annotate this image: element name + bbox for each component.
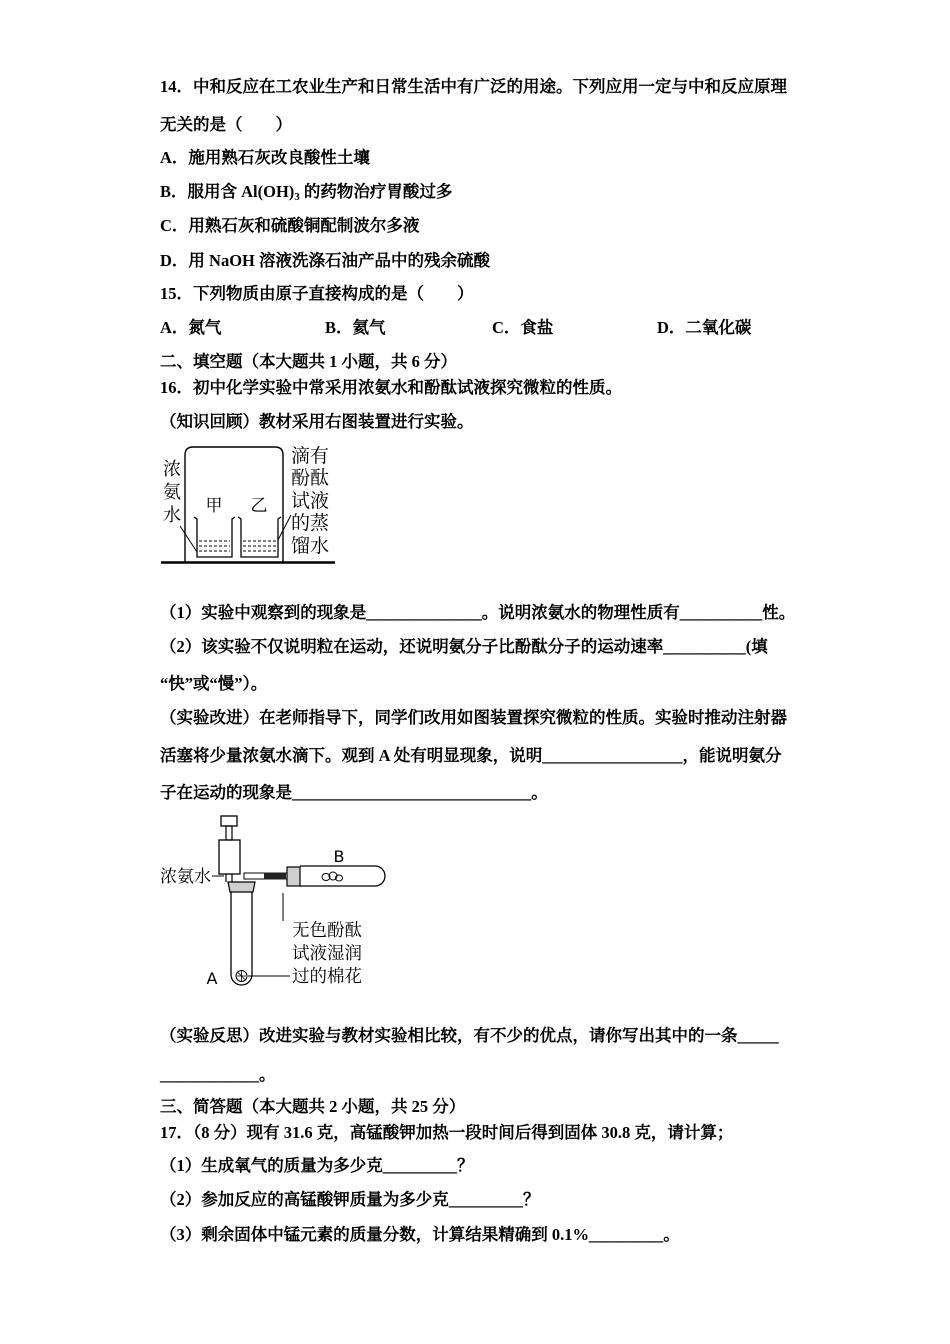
q16-part2-line1: （2）该实验不仅说明粒在运动，还说明氨分子比酚酞分子的运动速率__________(填 [160,637,768,656]
q16-part2-line2: “快”或“慢”）。 [160,674,268,693]
figure-1-ammonia-diffusion-apparatus [158,440,338,570]
q16-review-intro: （知识回顾）教材采用右图装置进行实验。 [160,412,474,431]
figure-2-improved-apparatus [158,810,390,992]
q17-part3: （3）剩余固体中锰元素的质量分数，计算结果精确到 0.1%_________。 [160,1225,680,1244]
q16-part1: （1）实验中观察到的现象是______________。说明浓氨水的物理性质有__________性。 [160,603,796,622]
rubber-tubing [264,873,286,880]
q16-reflect-line1: （实验反思）改进实验与教材实验相比较，有不少的优点，请你写出其中的一条_____ [160,1026,779,1045]
right-label-leader-line [278,515,291,540]
q14-stem-line2: 无关的是（ ） [160,115,292,134]
q16-stem: 16．初中化学实验中常采用浓氨水和酚酞试液探究微粒的性质。 [160,378,622,397]
tube-a-label: A [206,969,218,988]
syringe-label: 浓氨水 [160,867,211,887]
tube-a-cotton-fibers [237,971,246,981]
right-label-line-1: 滴有 [291,445,330,467]
q16-reflect-line2: ____________。 [160,1065,276,1084]
left-label-char-3: 水 [163,505,181,526]
syringe-barrel [219,840,240,874]
beaker-yi-label: 乙 [250,496,268,516]
right-label-line-5: 馏水 [291,535,330,557]
q15-option-d: D．二氧化碳 [657,318,752,337]
cotton-label-line-1: 无色酚酞 [292,921,362,941]
q17-stem: 17．（8 分）现有 31.6 克，高锰酸钾加热一段时间后得到固体 30.8 克，请计算； [160,1123,734,1142]
left-label-leader-line [180,526,197,552]
q16-improve-line2: 活塞将少量浓氨水滴下。观到 A 处有明显现象，说明_________________，能说明氨分 [160,746,782,765]
left-label-char-2: 氨 [163,482,181,503]
section2-heading: 二、填空题（本大题共 1 小题，共 6 分） [160,352,457,371]
tube-b-stopper [287,867,300,886]
q14-option-a: A．施用熟石灰改良酸性土壤 [160,148,370,167]
q16-improve-line3: 子在运动的现象是_____________________________。 [160,783,548,802]
syringe-plunger-thumb [221,816,237,826]
q16-improve-line1: （实验改进）在老师指导下，同学们改用如图装置探究微粒的性质。实验时推动注射器 [160,708,787,727]
tube-b-label: B [333,847,345,866]
q14-option-c: C．用熟石灰和硫酸铜配制波尔多液 [160,216,420,235]
cotton-label-line-3: 过的棉花 [292,967,362,987]
syringe-tip [226,874,232,882]
q15-option-b: B．氦气 [325,318,386,337]
q14-option-b-text-after: 的药物治疗胃酸过多 [299,182,453,201]
tube-a-stopper [228,882,255,892]
right-label-line-2: 酚酞 [291,467,330,489]
q14-option-d: D．用 NaOH 溶液洗涤石油产品中的残余硫酸 [160,251,490,270]
bell-jar [185,447,283,562]
q14-stem-line1: 14．中和反应在工农业生产和日常生活中有广泛的用途。下列应用一定与中和反应原理 [160,77,787,96]
q15-stem: 15．下列物质由原子直接构成的是（ ） [160,284,474,303]
right-label-line-4: 的蒸 [291,512,330,534]
q15-option-a: A．氮气 [160,318,222,337]
syringe-plunger-rod [226,826,232,840]
q14-option-b [160,182,452,202]
left-label-char-1: 浓 [163,459,181,480]
section3-heading: 三、简答题（本大题共 2 小题，共 25 分） [160,1097,466,1116]
q14-option-b-subscript: 3 [294,191,300,203]
cotton-label-line-2: 试液湿润 [292,944,362,964]
beaker-jia-label: 甲 [205,496,223,516]
right-label-line-3: 试液 [291,490,330,512]
q17-part2: （2）参加反应的高锰酸钾质量为多少克_________？ [160,1190,540,1209]
q17-part1: （1）生成氧气的质量为多少克_________？ [160,1156,474,1175]
q14-option-b-text-before: B．服用含 Al(OH) [160,182,295,201]
q15-option-c: C．食盐 [492,318,554,337]
